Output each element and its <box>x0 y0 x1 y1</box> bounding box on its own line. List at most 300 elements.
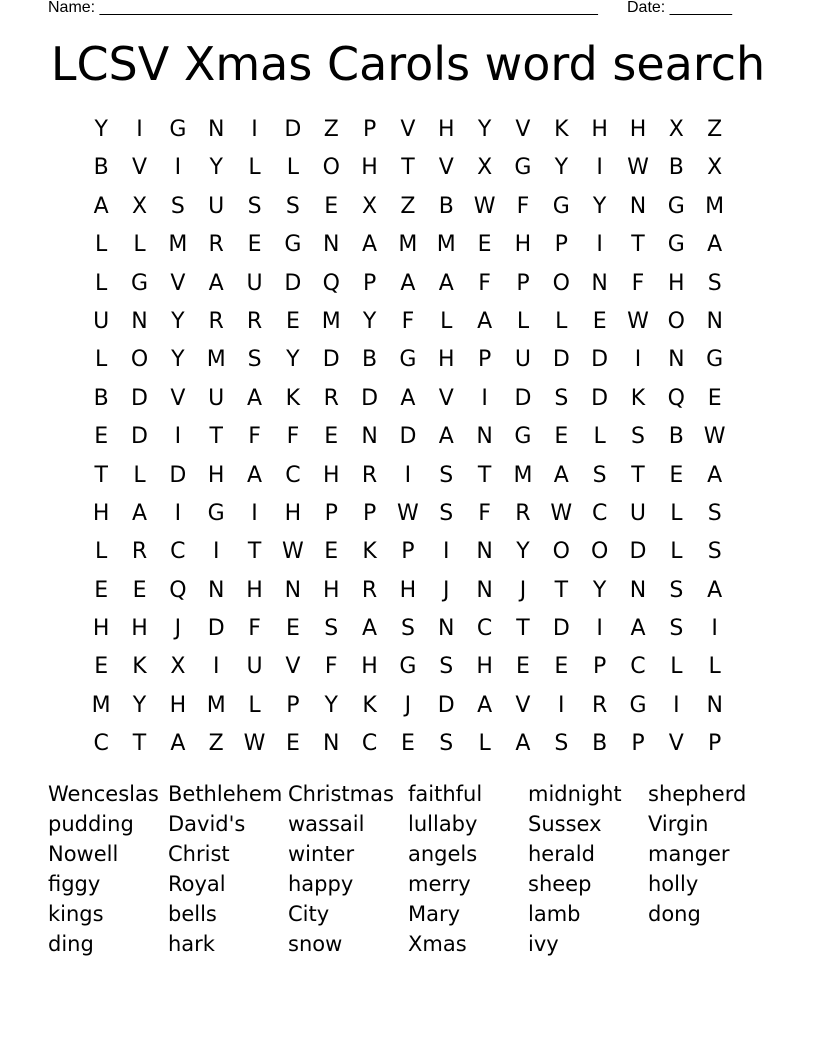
grid-letter: C <box>630 654 646 680</box>
grid-letter: Y <box>171 308 185 334</box>
grid-letter: T <box>554 577 569 603</box>
word-list-item: Mary <box>408 902 461 926</box>
grid-letter: D <box>437 692 455 718</box>
grid-letter: H <box>668 270 685 296</box>
grid-letter: A <box>362 616 378 642</box>
grid-letter: G <box>514 155 532 181</box>
word-list-item: sheep <box>528 872 592 896</box>
grid-letter: B <box>592 731 608 757</box>
grid-letter: H <box>169 692 187 718</box>
grid-letter: R <box>208 308 224 334</box>
grid-letter: C <box>170 539 186 565</box>
grid-letter: U <box>208 193 225 219</box>
grid-letter: H <box>361 155 378 181</box>
grid-letter: A <box>247 462 263 488</box>
grid-letter: I <box>596 232 603 258</box>
grid-letter: H <box>322 577 340 603</box>
grid-letter: R <box>515 500 531 526</box>
grid-row <box>82 149 734 187</box>
word-list-item: happy <box>288 872 354 896</box>
grid-letter: H <box>476 654 493 680</box>
grid-letter: S <box>554 731 569 757</box>
grid-letter: Y <box>554 155 569 181</box>
grid-letter: L <box>248 155 261 181</box>
letter-grid <box>82 111 734 764</box>
grid-letter: I <box>251 117 258 142</box>
grid-letter: E <box>669 462 684 488</box>
grid-letter: Z <box>400 193 416 219</box>
word-list-item: lamb <box>528 902 581 926</box>
grid-letter: J <box>519 577 527 603</box>
grid-letter: P <box>554 232 568 258</box>
grid-letter: J <box>174 616 182 642</box>
grid-letter: H <box>514 232 532 258</box>
grid-letter: Z <box>707 117 723 142</box>
grid-letter: E <box>554 654 569 680</box>
grid-letter: V <box>170 270 186 296</box>
grid-letter: O <box>552 539 570 565</box>
grid-letter: P <box>631 731 645 757</box>
grid-row <box>82 111 734 149</box>
grid-letter: A <box>438 270 454 296</box>
grid-letter: U <box>246 654 263 680</box>
grid-letter: W <box>397 500 419 526</box>
grid-letter: N <box>323 731 340 757</box>
grid-letter: B <box>438 193 454 219</box>
grid-letter: B <box>668 424 684 450</box>
grid-letter: E <box>707 385 722 411</box>
grid-letter: Y <box>94 117 108 142</box>
grid-letter: N <box>323 232 340 258</box>
grid-row <box>82 687 734 725</box>
grid-letter: I <box>596 155 603 181</box>
grid-letter: S <box>669 616 684 642</box>
grid-letter: D <box>399 424 417 450</box>
grid-letter: H <box>207 462 225 488</box>
grid-letter: E <box>516 654 530 680</box>
grid-letter: T <box>209 424 223 450</box>
grid-letter: A <box>131 500 148 526</box>
grid-letter: P <box>477 347 492 373</box>
grid-letter: X <box>477 155 493 181</box>
word-list-item: holly <box>648 872 699 896</box>
grid-letter: V <box>131 155 148 181</box>
grid-letter: T <box>477 462 492 488</box>
word-list-item: pudding <box>48 812 134 836</box>
grid-letter: A <box>477 308 493 334</box>
grid-letter: F <box>478 270 491 296</box>
grid-letter: F <box>286 424 300 450</box>
grid-letter: E <box>94 424 109 450</box>
grid-letter: A <box>630 616 646 642</box>
grid-letter: W <box>703 424 726 450</box>
page-title: LCSV Xmas Carols word search <box>50 37 766 91</box>
grid-letter: N <box>629 193 647 219</box>
grid-letter: E <box>285 308 300 334</box>
word-list-item: herald <box>528 842 595 866</box>
grid-letter: S <box>554 385 569 411</box>
grid-letter: M <box>168 232 188 258</box>
grid-letter: C <box>361 731 378 757</box>
grid-letter: N <box>476 424 493 450</box>
grid-letter: V <box>400 117 416 142</box>
grid-letter: S <box>669 577 684 603</box>
word-list-item: Nowell <box>48 842 119 866</box>
grid-letter: A <box>362 232 378 258</box>
grid-letter: B <box>362 347 378 373</box>
grid-letter: D <box>591 385 609 411</box>
grid-letter: D <box>629 539 647 565</box>
grid-letter: D <box>131 385 148 411</box>
grid-letter: D <box>514 385 532 411</box>
grid-letter: S <box>439 731 454 757</box>
grid-letter: L <box>670 500 683 526</box>
grid-letter: M <box>398 232 418 258</box>
grid-letter: I <box>673 692 680 718</box>
grid-letter: R <box>208 232 224 258</box>
grid-letter: U <box>629 500 647 526</box>
grid-letter: M <box>91 692 111 718</box>
grid-letter: G <box>667 193 685 219</box>
grid-letter: C <box>285 462 301 488</box>
grid-letter: D <box>284 270 302 296</box>
grid-letter: F <box>516 193 530 219</box>
grid-letter: B <box>93 385 109 411</box>
grid-letter: Y <box>171 347 185 373</box>
grid-letter: F <box>248 616 261 642</box>
grid-letter: R <box>591 692 608 718</box>
grid-letter: A <box>208 270 224 296</box>
grid-letter: K <box>285 385 301 411</box>
grid-row <box>82 380 734 418</box>
grid-letter: Y <box>516 539 530 565</box>
grid-letter: S <box>592 462 607 488</box>
grid-letter: L <box>95 270 108 296</box>
grid-row <box>82 610 734 648</box>
grid-letter: Y <box>324 692 338 718</box>
grid-letter: N <box>131 308 148 334</box>
grid-letter: Y <box>362 308 377 334</box>
grid-letter: G <box>284 232 302 258</box>
grid-letter: L <box>95 347 108 373</box>
grid-letter: X <box>707 155 723 181</box>
word-list-item: Virgin <box>648 812 709 836</box>
grid-letter: R <box>131 539 148 565</box>
grid-letter: L <box>248 692 261 718</box>
grid-letter: E <box>592 308 607 334</box>
grid-letter: G <box>130 270 149 296</box>
word-list-item: figgy <box>48 872 101 896</box>
grid-letter: N <box>284 577 302 603</box>
grid-letter: K <box>554 117 569 142</box>
grid-letter: O <box>130 347 149 373</box>
grid-letter: Y <box>286 347 300 373</box>
grid-letter: E <box>132 577 147 603</box>
grid-letter: N <box>476 539 493 565</box>
grid-letter: U <box>514 347 531 373</box>
grid-letter: K <box>132 654 147 680</box>
grid-letter: N <box>591 270 608 296</box>
grid-letter: C <box>476 616 493 642</box>
grid-letter: N <box>706 692 723 718</box>
grid-letter: X <box>170 654 186 680</box>
word-list-item: Wenceslas <box>48 782 159 806</box>
word-list-item: ding <box>48 932 94 956</box>
grid-row <box>82 572 734 610</box>
grid-letter: P <box>516 270 530 296</box>
grid-letter: E <box>324 424 339 450</box>
grid-letter: L <box>593 424 606 450</box>
date-field-line: Date: _______ <box>627 0 732 16</box>
grid-letter: A <box>707 577 723 603</box>
grid-letter: J <box>443 577 450 603</box>
grid-letter: H <box>92 500 110 526</box>
grid-letter: J <box>404 692 412 718</box>
grid-letter: W <box>550 500 573 526</box>
grid-letter: S <box>707 500 722 526</box>
word-list-item: shepherd <box>648 782 747 806</box>
grid-letter: I <box>251 500 258 526</box>
grid-letter: X <box>131 193 148 219</box>
word-list-item: faithful <box>408 782 483 806</box>
grid-letter: U <box>246 270 263 296</box>
grid-letter: S <box>707 539 722 565</box>
grid-row <box>82 418 734 456</box>
grid-letter: R <box>323 385 339 411</box>
grid-letter: I <box>481 385 488 411</box>
grid-letter: Z <box>323 117 339 142</box>
grid-letter: G <box>207 500 225 526</box>
grid-letter: H <box>131 616 148 642</box>
grid-letter: A <box>553 462 569 488</box>
grid-letter: S <box>170 193 185 219</box>
grid-letter: P <box>362 270 377 296</box>
grid-letter: I <box>404 462 412 488</box>
grid-letter: O <box>552 270 570 296</box>
word-list-item: winter <box>288 842 355 866</box>
grid-letter: W <box>243 731 266 757</box>
grid-letter: H <box>92 616 110 642</box>
grid-letter: W <box>627 155 649 181</box>
grid-letter: W <box>282 539 304 565</box>
grid-letter: Q <box>667 385 685 411</box>
grid-letter: G <box>629 692 647 718</box>
grid-letter: P <box>286 692 300 718</box>
grid-letter: R <box>361 577 378 603</box>
grid-letter: L <box>95 232 108 258</box>
grid-letter: P <box>708 731 722 757</box>
grid-letter: D <box>207 616 225 642</box>
grid-letter: M <box>206 692 226 718</box>
grid-letter: V <box>515 692 531 718</box>
grid-letter: Y <box>592 193 607 219</box>
grid-letter: K <box>362 539 377 565</box>
grid-letter: D <box>284 117 302 142</box>
grid-letter: G <box>706 347 724 373</box>
grid-letter: I <box>634 347 642 373</box>
grid-letter: M <box>513 462 533 488</box>
word-list-item: Bethlehem <box>168 782 283 806</box>
word-list-item: dong <box>648 902 701 926</box>
grid-letter: E <box>285 616 300 642</box>
grid-letter: A <box>170 731 186 757</box>
grid-letter: N <box>668 347 685 373</box>
word-list-item: manger <box>648 842 730 866</box>
grid-letter: D <box>169 462 187 488</box>
grid-letter: R <box>246 308 263 334</box>
grid-letter: W <box>627 308 649 334</box>
grid-letter: D <box>552 616 570 642</box>
grid-letter: A <box>400 270 416 296</box>
grid-letter: P <box>324 500 338 526</box>
word-list-item: City <box>288 902 330 926</box>
grid-letter: F <box>478 500 491 526</box>
grid-letter: V <box>170 385 186 411</box>
grid-row <box>82 725 734 763</box>
word-list-item: ivy <box>528 932 559 956</box>
grid-letter: A <box>438 424 454 450</box>
grid-letter: M <box>321 308 341 334</box>
grid-letter: L <box>133 232 146 258</box>
grid-letter: V <box>668 731 684 757</box>
grid-letter: E <box>324 193 339 219</box>
grid-letter: N <box>476 577 493 603</box>
grid-letter: S <box>439 500 454 526</box>
grid-letter: H <box>437 117 455 142</box>
grid-letter: L <box>516 308 530 334</box>
grid-row <box>82 495 734 533</box>
grid-letter: K <box>362 692 377 718</box>
grid-letter: Y <box>477 117 492 142</box>
grid-letter: A <box>247 385 263 411</box>
grid-letter: S <box>439 654 454 680</box>
grid-letter: P <box>593 654 607 680</box>
word-list-item: Sussex <box>528 812 602 836</box>
grid-letter: O <box>322 155 340 181</box>
grid-row <box>82 188 734 226</box>
word-list-item: kings <box>48 902 104 926</box>
grid-letter: I <box>558 692 565 718</box>
grid-letter: G <box>552 193 570 219</box>
grid-letter: W <box>473 193 496 219</box>
grid-letter: O <box>590 539 609 565</box>
grid-letter: L <box>670 654 683 680</box>
grid-letter: I <box>212 539 220 565</box>
grid-letter: E <box>477 232 492 258</box>
word-list-item: lullaby <box>408 812 478 836</box>
grid-letter: P <box>362 117 377 142</box>
grid-letter: Q <box>322 270 340 296</box>
word-list-item: angels <box>408 842 478 866</box>
grid-letter: H <box>629 117 647 142</box>
grid-letter: I <box>136 117 143 142</box>
word-list-item: wassail <box>288 812 365 836</box>
grid-letter: S <box>400 616 415 642</box>
grid-letter: A <box>477 692 493 718</box>
grid-letter: D <box>322 347 340 373</box>
grid-letter: F <box>324 654 338 680</box>
grid-letter: A <box>93 193 109 219</box>
grid-letter: E <box>324 539 339 565</box>
grid-letter: Y <box>592 577 607 603</box>
grid-letter: T <box>132 731 147 757</box>
grid-letter: T <box>401 155 415 181</box>
grid-letter: D <box>131 424 148 450</box>
grid-letter: T <box>631 232 645 258</box>
grid-letter: U <box>93 308 110 334</box>
grid-letter: X <box>668 117 684 142</box>
grid-letter: D <box>361 385 379 411</box>
grid-letter: A <box>515 731 531 757</box>
grid-letter: V <box>285 654 301 680</box>
grid-letter: G <box>399 654 417 680</box>
grid-letter: F <box>248 424 261 450</box>
word-list-item: Xmas <box>408 932 467 956</box>
grid-letter: K <box>630 385 646 411</box>
grid-letter: T <box>94 462 108 488</box>
grid-letter: D <box>552 347 570 373</box>
grid-letter: L <box>286 155 300 181</box>
grid-letter: L <box>708 654 721 680</box>
grid-letter: H <box>437 347 455 373</box>
grid-letter: V <box>515 117 531 142</box>
grid-letter: S <box>707 270 722 296</box>
grid-letter: I <box>174 500 182 526</box>
grid-letter: L <box>440 308 453 334</box>
word-list-item: hark <box>168 932 215 956</box>
grid-letter: N <box>706 308 723 334</box>
grid-letter: V <box>438 385 454 411</box>
grid-letter: H <box>591 117 608 142</box>
grid-letter: L <box>133 462 146 488</box>
grid-letter: S <box>247 193 262 219</box>
grid-letter: N <box>361 424 378 450</box>
grid-letter: I <box>212 654 220 680</box>
grid-letter: G <box>399 347 417 373</box>
grid-row <box>82 648 734 686</box>
grid-row <box>82 226 734 264</box>
grid-letter: G <box>169 117 187 142</box>
grid-letter: L <box>478 731 491 757</box>
grid-letter: U <box>208 385 225 411</box>
grid-letter: S <box>247 347 262 373</box>
word-list-item: snow <box>288 932 343 956</box>
grid-letter: A <box>400 385 416 411</box>
grid-letter: T <box>631 462 645 488</box>
grid-letter: L <box>670 539 683 565</box>
grid-letter: E <box>554 424 569 450</box>
grid-letter: S <box>631 424 645 450</box>
grid-letter: E <box>94 577 109 603</box>
grid-letter: A <box>707 232 723 258</box>
grid-letter: G <box>514 424 532 450</box>
grid-letter: S <box>324 616 339 642</box>
grid-letter: I <box>596 616 603 642</box>
grid-letter: E <box>247 232 262 258</box>
grid-letter: B <box>93 155 109 181</box>
grid-letter: T <box>516 616 530 642</box>
word-list-item: midnight <box>528 782 622 806</box>
grid-letter: F <box>401 308 415 334</box>
word-list-item: merry <box>408 872 471 896</box>
grid-letter: C <box>93 731 109 757</box>
grid-letter: Q <box>169 577 187 603</box>
grid-letter: G <box>667 232 685 258</box>
grid-row <box>82 533 734 571</box>
grid-row <box>82 457 734 495</box>
grid-letter: M <box>436 232 456 258</box>
grid-letter: S <box>439 462 454 488</box>
